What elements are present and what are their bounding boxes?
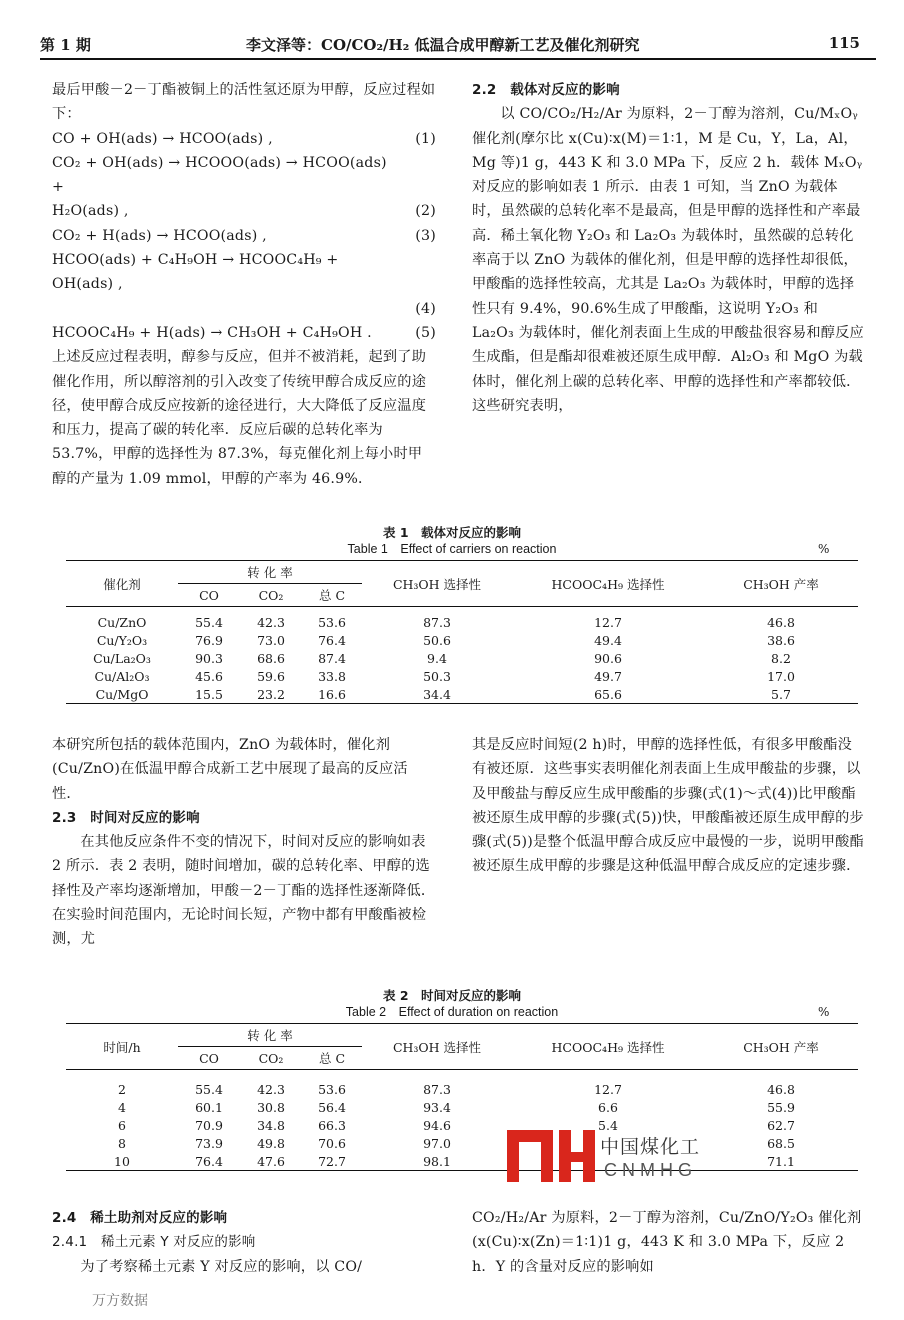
table-row: 10 76.4 47.6 72.7 98.1 71.1 [66,1152,858,1171]
section-heading-2-4: 2.4 稀土助剂对反应的影响 [52,1210,228,1226]
logo-text-cn: 中国煤化工 [600,1136,701,1158]
carrier-paragraph: 以 CO/CO₂/H₂/Ar 为原料，2－丁醇为溶剂，Cu/MₓOᵧ 催化剂(摩尔比 x(Cu)∶x(M)＝1∶1，M 是 Cu，Y，La，Al，Mg 等)1 g，443 K 和 3.0 MPa 下，反应 2 h．载体 MₓOᵧ 对反应的影响如表 1 所示．由表 1 可知，当 ZnO 为载体时，虽然碳的总转化率不是最高，但是甲醇的选择性和产率最高．稀土氧化物 Y₂O₃ 和 La₂O₃ 为载体时，虽然碳的总转化率高于以 ZnO 为载体的催化剂，但是甲醇的选择性却很低，甲酸酯的选择性较高，尤其是 La₂O₃ 为载体时，甲醇的选择性只有 9.4%，90.6%生成了甲酸酯，这说明 Y₂O₃ 和 La₂O₃ 为载体时，催化剂表面上生成的甲酸盐很容易和醇反应生成酯，但是酯却很难被还原生成甲醇．Al₂O₃ 和 MgO 为载体时，催化剂上碳的总转化率、甲醇的选择性和产率都较低．这些研究表明， [472,106,864,414]
wanfang-watermark: 万方数据 [92,1293,148,1309]
table1-header-ch3oh-selectivity: CH₃OH 选择性 [362,561,512,607]
equation-1: CO + OH(ads) → HCOO(ads) , (1) [52,130,436,147]
equation-3: CO₂ + H(ads) → HCOO(ads) , (3) [52,227,436,244]
table1-header-conversion: 转 化 率 [178,561,362,584]
table-row: Cu/Al₂O₃ 45.6 59.6 33.8 50.3 49.7 17.0 [94,668,795,684]
table2-header-ch3oh-selectivity: CH₃OH 选择性 [362,1024,512,1070]
table2-unit: % [818,1005,830,1019]
table2-header-total-c: 总 C [318,1051,346,1066]
left-column-bottom [52,1206,436,1279]
issue-number: 第 1 期 [40,36,91,54]
right-column-bottom [472,1206,864,1279]
equation-4b: (4) [415,300,436,317]
table-row: 4 60.1 30.8 56.4 93.4 6.6 55.9 [118,1099,795,1115]
table1 [66,560,858,704]
section-heading-2-4-1: 2.4.1 稀土元素 Y 对反应的影响 [52,1234,256,1251]
table2-header-hcooc4h9-selectivity: HCOOC₄H₉ 选择性 [512,1024,704,1070]
table-row: Cu/La₂O₃ 90.3 68.6 87.4 9.4 90.6 8.2 [93,650,791,666]
table1-caption: 表 1 载体对反应的影响 Table 1 Effect of carriers on reaction [347,525,557,556]
rate-step-paragraph: 其是反应时间短(2 h)时，甲醇的选择性低，有很多甲酸酯没有被还原．这些事实表明催化剂表面上生成甲酸盐的步骤，以及甲酸盐与醇反应生成甲酸酯的步骤(式(1)～式(4))比甲酸酯被还原生成甲醇的步骤(式(5))快，甲酸酯被还原生成甲醇的步骤(式(5))是整个低温甲醇合成反应中最慢的一步，说明甲酸酯被还原生成甲醇的步骤是这种低温甲醇合成反应的定速步骤． [472,737,864,875]
table1-header-catalyst: 催化剂 [66,561,178,607]
table2-header-co: CO [199,1050,219,1066]
rare-earth-conditions: CO₂/H₂/Ar 为原料，2－丁醇为溶剂，Cu/ZnO/Y₂O₃ 催化剂(x(Cu)∶x(Zn)＝1∶1)1 g，443 K 和 3.0 MPa 下，反应 2 h．Y 的含量对反应的影响如 [472,1210,862,1275]
table-row: Cu/MgO 15.5 23.2 16.6 34.4 65.6 5.7 [66,685,858,704]
table-row: Cu/Y₂O₃ 76.9 73.0 76.4 50.6 49.4 38.6 [96,632,795,648]
intro-text: 最后甲酸－2－丁酯被铜上的活性氢还原为甲醇，反应过程如下： [52,82,436,123]
logo-text-en: CNMHG [604,1160,697,1180]
section-heading-2-3: 2.3 时间对反应的影响 [52,809,200,826]
left-column-top [52,78,436,491]
table2-caption: 表 2 时间对反应的影响 Table 2 Effect of duration on reaction [345,988,559,1019]
equation-5: HCOOC₄H₉ + H(ads) → CH₃OH + C₄H₉OH . (5) [52,324,436,341]
right-column-middle [472,733,864,879]
table1-header-ch3oh-yield: CH₃OH 产率 [704,561,858,607]
cnmhg-logo [505,1128,715,1188]
left-column-middle [52,733,436,952]
table-row: 2 55.4 42.3 53.6 87.3 12.7 46.8 [118,1081,795,1097]
running-title: 李文泽等：CO/CO₂/H₂ 低温合成甲醇新工艺及催化剂研究 [246,36,640,54]
table1-header-co2: CO₂ [258,587,284,603]
time-paragraph: 在其他反应条件不变的情况下，时间对反应的影响如表 2 所示．表 2 表明，随时间增加，碳的总转化率、甲醇的选择性及产率均逐渐增加，甲酸－2－丁酯的选择性逐渐降低．在实验时间范围内，无论时间长短，产物中都有甲酸酯被检测，尤 [52,834,436,948]
right-column-top [472,78,864,418]
table1-header-co: CO [199,587,219,603]
table2-header-co2: CO₂ [258,1050,284,1066]
table2 [66,1023,858,1171]
carrier-conclusion: 本研究所包括的载体范围内，ZnO 为载体时，催化剂(Cu/ZnO)在低温甲醇合成新工艺中展现了最高的反应活性． [52,737,408,802]
equation-4a: HCOO(ads) + C₄H₉OH → HCOOC₄H₉ + OH(ads) , [52,252,339,293]
table1-header-hcooc4h9-selectivity: HCOOC₄H₉ 选择性 [512,561,704,607]
table-row: Cu/ZnO 55.4 42.3 53.6 87.3 12.7 46.8 [97,614,795,630]
table2-header-time: 时间/h [66,1024,178,1070]
table2-header-ch3oh-yield: CH₃OH 产率 [704,1024,858,1070]
mechanism-paragraph: 上述反应过程表明，醇参与反应，但并不被消耗，起到了助催化作用，所以醇溶剂的引入改变了传统甲醇合成反应的途径，使甲醇合成反应按新的途径进行，大大降低了反应温度和压力，提高了碳的转化率．反应后碳的总转化率为 53.7%，甲醇的选择性为 87.3%，每克催化剂上每小时甲醇的产量为 1.09 mmol，甲醇的产率为 46.9%． [52,349,427,487]
page-number: 115 [828,34,860,52]
rare-earth-paragraph: 为了考察稀土元素 Y 对反应的影响，以 CO/ [80,1258,363,1275]
equation-2b: H₂O(ads) , (2) [52,203,436,220]
table1-unit: % [818,542,830,556]
equation-list [52,127,436,346]
cnmhg-logo-mark-icon [505,1128,597,1184]
table1-header-total-c: 总 C [318,588,346,603]
running-header [40,28,876,58]
header-rule [40,58,876,60]
table-row: 6 70.9 34.8 66.3 94.6 5.4 62.7 [118,1117,795,1133]
table-row: 8 73.9 49.8 70.6 97.0 68.5 [118,1135,795,1151]
section-heading-2-2: 2.2 载体对反应的影响 [472,82,620,98]
table2-header-conversion: 转 化 率 [178,1024,362,1047]
equation-2a: CO₂ + OH(ads) → HCOOO(ads) → HCOO(ads) + [52,154,387,196]
